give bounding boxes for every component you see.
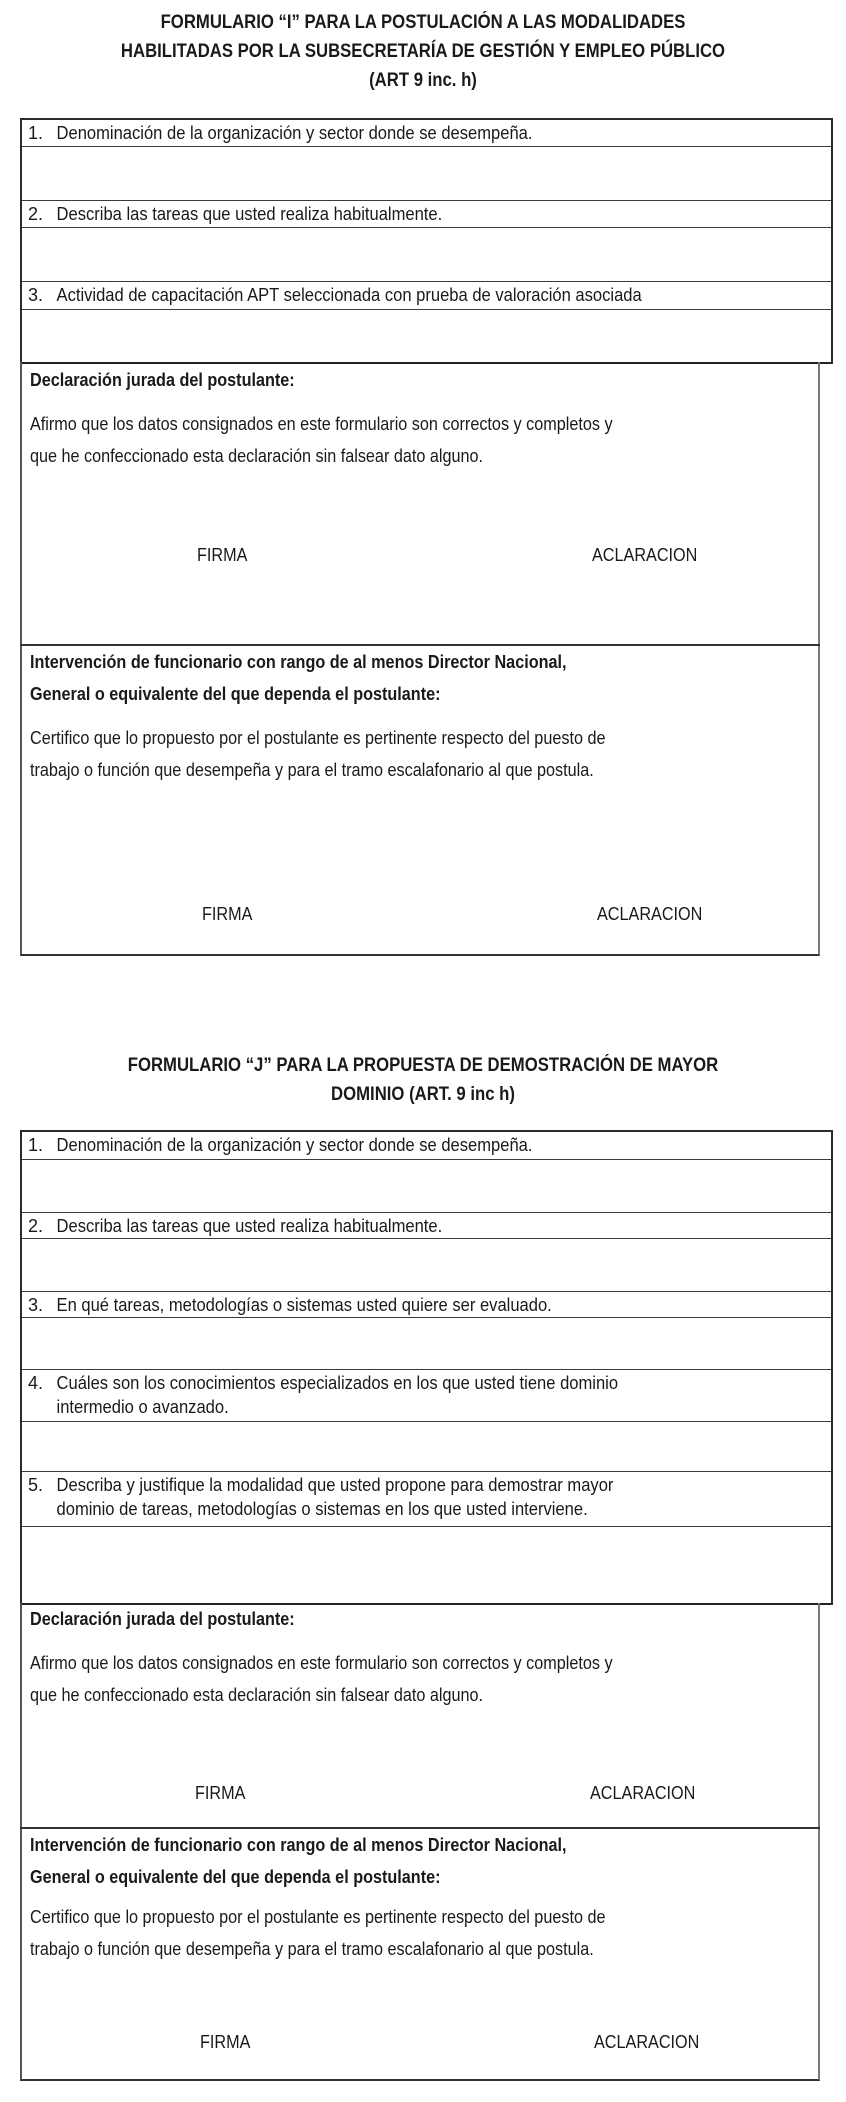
intervention-heading-line: General o equivalente del que dependa el postulante: <box>30 684 441 704</box>
question-label: En qué tareas, metodologías o sistemas usted quiere ser evaluado. <box>56 1295 552 1315</box>
declaration-body-line: Afirmo que los datos consignados en este formulario son correctos y completos y <box>30 414 613 434</box>
question-label-line: intermedio o avanzado. <box>56 1397 229 1417</box>
form-j-question-5 <box>22 1472 831 1527</box>
form-i-title-line: FORMULARIO “I” PARA LA POSTULACIÓN A LAS MODALIDADES <box>160 12 686 33</box>
signature-label: FIRMA <box>202 904 253 924</box>
question-number: 3. <box>28 1295 44 1315</box>
form-i-question-3 <box>22 282 831 310</box>
form-i-answer-3-field[interactable] <box>22 310 831 364</box>
declaration-heading: Declaración jurada del postulante: <box>30 1609 295 1629</box>
question-label-line: Cuáles son los conocimientos especializados en los que usted tiene dominio <box>56 1373 619 1393</box>
form-i-title <box>51 8 795 95</box>
form-j-answer-3-field[interactable] <box>22 1318 831 1370</box>
form-i-title-line: HABILITADAS POR LA SUBSECRETARÍA DE GESTIÓN Y EMPLEO PÚBLICO <box>120 41 726 62</box>
question-number: 2. <box>28 1216 44 1236</box>
signature-label: FIRMA <box>200 2032 251 2052</box>
intervention-body <box>30 722 605 786</box>
form-i-question-2 <box>22 201 831 228</box>
intervention-body-line: Certifico que lo propuesto por el postulante es pertinente respecto del puesto de <box>30 728 606 748</box>
form-j-questions-table <box>20 1130 833 1605</box>
question-label: Describa las tareas que usted realiza habitualmente. <box>56 1216 443 1236</box>
form-i-question-1 <box>22 120 831 147</box>
declaration-body <box>30 408 613 472</box>
form-i-answer-2-field[interactable] <box>22 228 831 282</box>
intervention-body-line: trabajo o función que desempeña y para el tramo escalafonario al que postula. <box>30 760 594 780</box>
declaration-heading: Declaración jurada del postulante: <box>30 370 295 390</box>
intervention-heading <box>30 646 567 710</box>
question-number: 2. <box>28 204 44 224</box>
question-label-line: Describa y justifique la modalidad que usted propone para demostrar mayor <box>56 1475 614 1495</box>
declaration-body-line: que he confeccionado esta declaración sin falsear dato alguno. <box>30 446 484 466</box>
question-label: Describa las tareas que usted realiza habitualmente. <box>56 204 443 224</box>
form-j-answer-4-field[interactable] <box>22 1422 831 1472</box>
signature-label: FIRMA <box>197 545 248 565</box>
form-j-question-3 <box>22 1292 831 1318</box>
form-i-title-line: (ART 9 inc. h) <box>369 70 477 91</box>
question-number: 4. <box>28 1373 44 1393</box>
intervention-heading-line: General o equivalente del que dependa el postulante: <box>30 1867 441 1887</box>
clarification-label: ACLARACION <box>592 545 698 565</box>
form-i-questions-table <box>20 118 833 364</box>
intervention-heading-line: Intervención de funcionario con rango de al menos Director Nacional, <box>30 1835 567 1855</box>
question-label: Actividad de capacitación APT seleccionada con prueba de valoración asociada <box>56 285 642 305</box>
intervention-heading <box>30 1829 567 1893</box>
form-j-answer-2-field[interactable] <box>22 1239 831 1292</box>
form-j-question-4 <box>22 1370 831 1422</box>
question-label-line: dominio de tareas, metodologías o sistemas en los que usted interviene. <box>56 1499 588 1519</box>
intervention-body-line: Certifico que lo propuesto por el postulante es pertinente respecto del puesto de <box>30 1907 606 1927</box>
intervention-body-line: trabajo o función que desempeña y para el tramo escalafonario al que postula. <box>30 1939 594 1959</box>
question-number: 1. <box>28 1135 44 1155</box>
clarification-label: ACLARACION <box>594 2032 700 2052</box>
intervention-heading-line: Intervención de funcionario con rango de al menos Director Nacional, <box>30 652 567 672</box>
question-number: 1. <box>28 123 44 143</box>
form-i-intervention-box <box>20 646 820 956</box>
form-i-answer-1-field[interactable] <box>22 147 831 201</box>
question-label: Denominación de la organización y sector donde se desempeña. <box>56 1135 533 1155</box>
declaration-body <box>30 1647 613 1711</box>
form-j-intervention-box <box>20 1829 820 2081</box>
intervention-body <box>30 1901 605 1965</box>
form-j-answer-1-field[interactable] <box>22 1160 831 1213</box>
signature-label: FIRMA <box>195 1783 246 1803</box>
clarification-label: ACLARACION <box>590 1783 696 1803</box>
form-j-declaration-box <box>20 1603 820 1827</box>
form-j-question-1 <box>22 1132 831 1160</box>
form-i-declaration-box <box>20 362 820 645</box>
form-j-question-2 <box>22 1213 831 1239</box>
question-number: 5. <box>28 1475 44 1495</box>
form-j-title-line: DOMINIO (ART. 9 inc h) <box>331 1084 515 1105</box>
question-number: 3. <box>28 285 44 305</box>
declaration-body-line: Afirmo que los datos consignados en este formulario son correctos y completos y <box>30 1653 613 1673</box>
declaration-body-line: que he confeccionado esta declaración sin falsear dato alguno. <box>30 1685 484 1705</box>
question-label: Denominación de la organización y sector donde se desempeña. <box>56 123 533 143</box>
form-j-title <box>51 1051 795 1109</box>
clarification-label: ACLARACION <box>597 904 703 924</box>
form-j-answer-5-field[interactable] <box>22 1527 831 1605</box>
form-j-title-line: FORMULARIO “J” PARA LA PROPUESTA DE DEMOSTRACIÓN DE MAYOR <box>127 1055 719 1076</box>
